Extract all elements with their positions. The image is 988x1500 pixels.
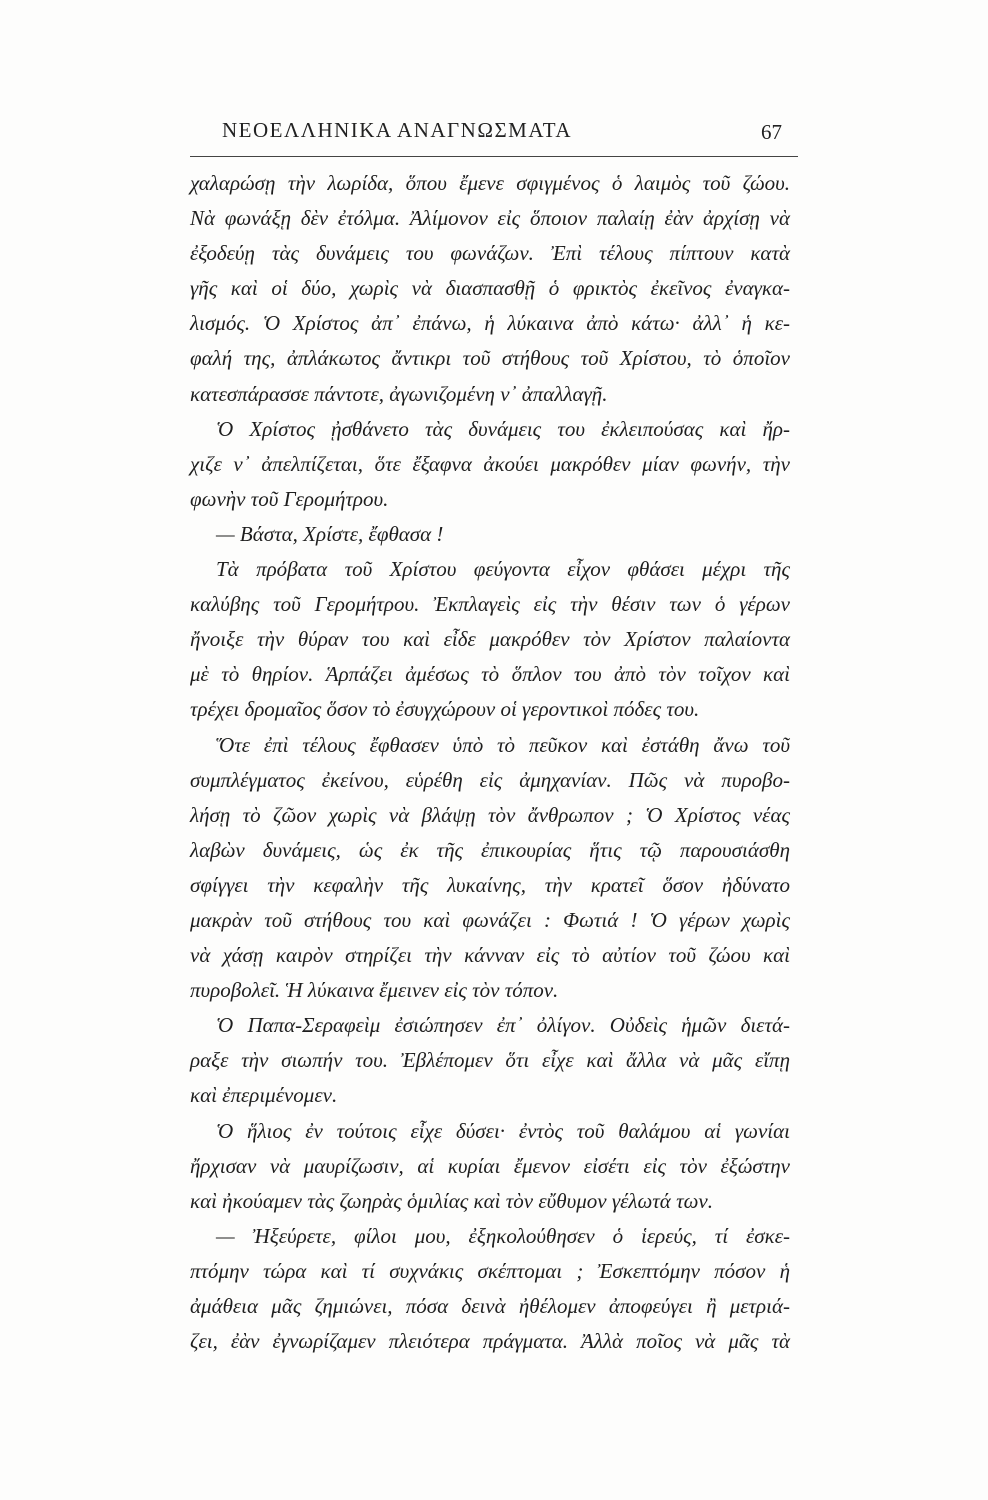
text-line: μὲ τὸ θηρίον. Ἁρπάζει ἀμέσως τὸ ὅπλον του ἀπὸ τὸν τοῖχον καὶ: [190, 662, 790, 687]
page-header: [190, 118, 790, 148]
text-line: χαλαρώσῃ τὴν λωρίδα, ὅπου ἔμενε σφιγμένος ὁ λαιμὸς τοῦ ζώου.: [190, 171, 790, 195]
running-head: ΝΕΟΕΛΛΗΝΙΚΑ ΑΝΑΓΝΩΣΜΑΤΑ: [222, 118, 573, 142]
text-line: φαλή της, ἀπλάκωτος ἄντικρι τοῦ στήθους τοῦ Χρίστου, τὸ ὁποῖον: [190, 346, 790, 371]
text-line: σφίγγει τὴν κεφαλὴν τῆς λυκαίνης, τὴν κρατεῖ ὅσον ἠδύνατο: [190, 872, 790, 897]
text-line: καὶ ἐπεριμένομεν.: [190, 1083, 338, 1108]
text-line: λισμός. Ὁ Χρίστος ἀπ᾽ ἐπάνω, ἡ λύκαινα ἀπὸ κάτω· ἀλλ᾽ ἡ κε-: [190, 311, 790, 336]
text-line: ἤνοιξε τὴν θύραν του καὶ εἶδε μακρόθεν τὸν Χρίστον παλαίοντα: [190, 627, 790, 652]
text-line: κατεσπάρασσε πάντοτε, ἀγωνιζομένη ν᾽ ἀπαλλαγῇ.: [190, 381, 608, 406]
text-line: φωνὴν τοῦ Γερομήτρου.: [190, 486, 389, 511]
header-rule: [190, 156, 798, 157]
text-line: νὰ χάσῃ καιρὸν στηρίζει τὴν κάνναν εἰς τὸ αὐτίον τοῦ ζώου καὶ: [190, 943, 790, 968]
text-line: — Βάστα, Χρίστε, ἔφθασα !: [216, 521, 444, 546]
page-number: 67: [761, 120, 782, 144]
text-line: καὶ ἠκούαμεν τὰς ζωηρὰς ὁμιλίας καὶ τὸν εὔθυμον γέλωτά των.: [190, 1188, 713, 1213]
text-line: ἤρχισαν νὰ μαυρίζωσιν, αἱ κυρίαι ἔμενον εἰσέτι εἰς τὸν ἐξώστην: [190, 1153, 790, 1178]
text-line: Ὁ Παπα-Σεραφεὶμ ἐσιώπησεν ἐπ᾽ ὀλίγον. Οὐδεὶς ἡμῶν διετά-: [216, 1013, 790, 1038]
text-line: καλύβης τοῦ Γερομήτρου. Ἐκπλαγεὶς εἰς τὴν θέσιν των ὁ γέρων: [190, 592, 790, 617]
text-line: ἀμάθεια μᾶς ζημιώνει, πόσα δεινὰ ἠθέλομεν ἀποφεύγει ἢ μετριά-: [190, 1294, 790, 1318]
text-line: Νὰ φωνάξῃ δὲν ἐτόλμα. Ἀλίμονον εἰς ὅποιον παλαίῃ ἐὰν ἀρχίσῃ νὰ: [190, 206, 790, 231]
text-line: Ὅτε ἐπὶ τέλους ἔφθασεν ὑπὸ τὸ πεῦκον καὶ ἐστάθη ἄνω τοῦ: [216, 732, 790, 757]
text-line: λαβὼν δυνάμεις, ὡς ἐκ τῆς ἐπικουρίας ἥτις τῷ παρουσιάσθη: [190, 837, 790, 862]
text-line: χιζε ν᾽ ἀπελπίζεται, ὅτε ἔξαφνα ἀκούει μακρόθεν μίαν φωνήν, τὴν: [190, 451, 790, 476]
text-line: πυροβολεῖ. Ἡ λύκαινα ἔμεινεν εἰς τὸν τόπον.: [190, 978, 559, 1003]
text-line: Τὰ πρόβατα τοῦ Χρίστου φεύγοντα εἶχον φθάσει μέχρι τῆς: [216, 557, 790, 582]
body-text: [190, 166, 790, 1359]
text-line: πτόμην τώρα καὶ τί συχνάκις σκέπτομαι ; Ἐσκεπτόμην πόσον ἡ: [190, 1258, 790, 1283]
text-line: — Ἠξεύρετε, φίλοι μου, ἐξηκολούθησεν ὁ ἱερεύς, τί ἐσκε-: [216, 1223, 790, 1248]
text-line: Ὁ Χρίστος ᾐσθάνετο τὰς δυνάμεις του ἐκλειπούσας καὶ ἤρ-: [216, 416, 790, 441]
text-line: ραξε τὴν σιωπήν του. Ἐβλέπομεν ὅτι εἶχε καὶ ἄλλα νὰ μᾶς εἴπῃ: [190, 1048, 790, 1073]
text-line: Ὁ ἥλιος ἐν τούτοις εἶχε δύσει· ἐντὸς τοῦ θαλάμου αἱ γωνίαι: [216, 1118, 790, 1143]
text-line: ζει, ἐὰν ἐγνωρίζαμεν πλειότερα πράγματα. Ἀλλὰ ποῖος νὰ μᾶς τὰ: [190, 1329, 790, 1354]
text-line: γῆς καὶ οἱ δύο, χωρὶς νὰ διασπασθῇ ὁ φρικτὸς ἐκεῖνος ἐναγκα-: [190, 276, 790, 301]
text-line: μακρὰν τοῦ στήθους του καὶ φωνάζει : Φωτιά ! Ὁ γέρων χωρὶς: [190, 907, 790, 932]
text-line: συμπλέγματος ἐκείνου, εὑρέθη εἰς ἀμηχανίαν. Πῶς νὰ πυροβο-: [190, 767, 790, 792]
text-line: λήσῃ τὸ ζῶον χωρὶς νὰ βλάψῃ τὸν ἄνθρωπον ; Ὁ Χρίστος νέας: [190, 802, 790, 827]
text-line: τρέχει δρομαῖος ὅσον τὸ ἐσυγχώρουν οἱ γεροντικοὶ πόδες του.: [190, 697, 700, 722]
text-line: ἐξοδεύῃ τὰς δυνάμεις του φωνάζων. Ἐπὶ τέλους πίπτουν κατὰ: [190, 241, 790, 266]
